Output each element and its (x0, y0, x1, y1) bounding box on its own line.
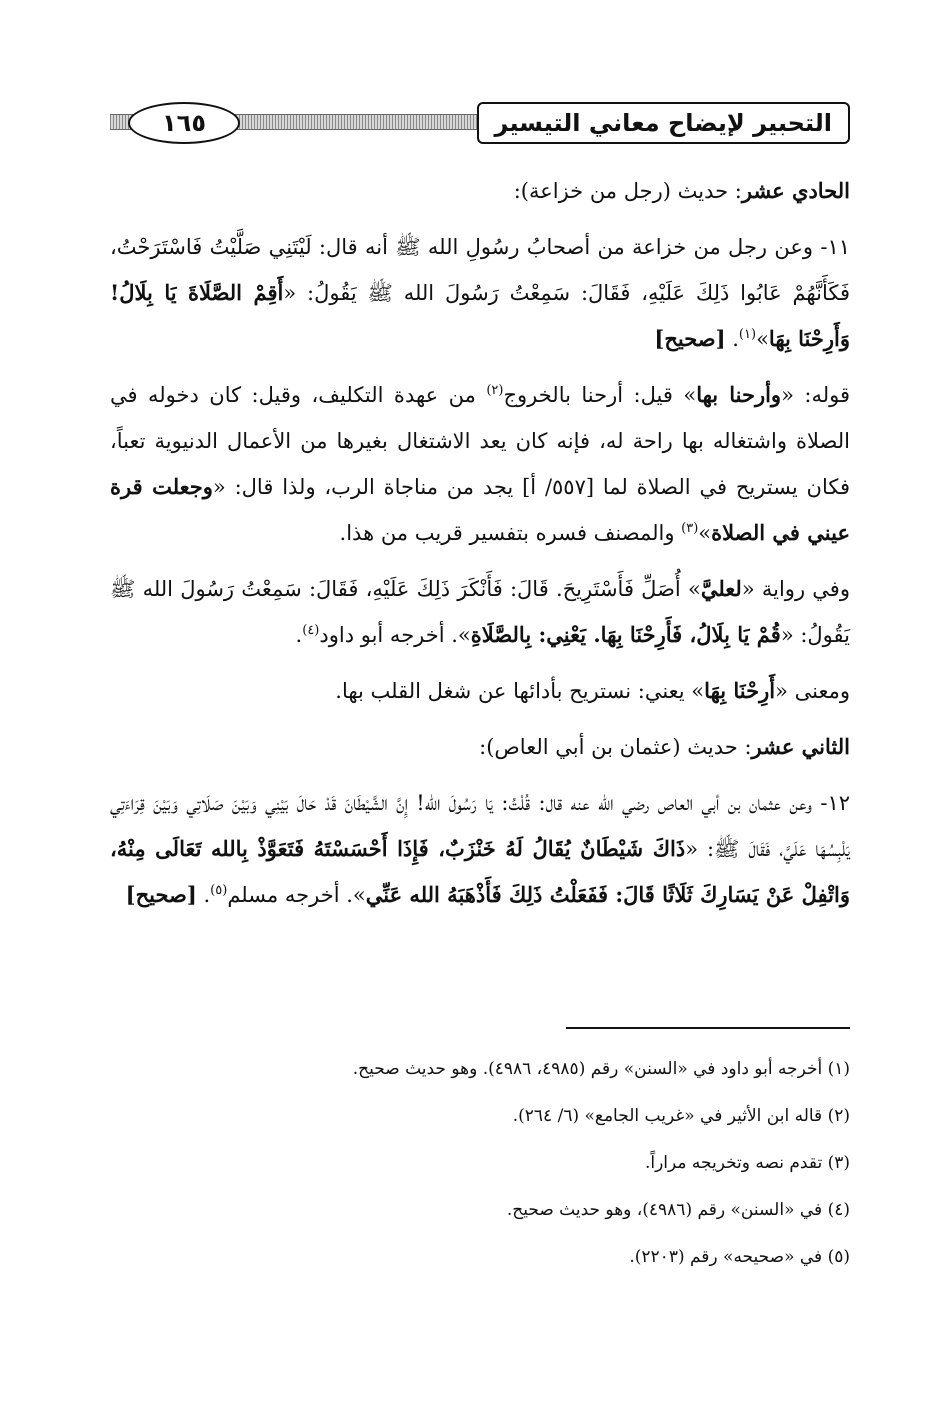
hadith-text: ١١- وعن رجل من خزاعة من أصحابُ رسُولِ الله ﷺ أنه قال: لَيْتَنِي صَلَّيْتُ فَاسْتَرَحْتُ، فَكَأَنَّهُمْ عَابُوا ذَلِكَ عَلَيْهِ، فَقَالَ: سَمِعْتُ رَسُولَ الله ﷺ يَقُولُ: « (110, 235, 850, 305)
footnote-ref: (٢) (486, 383, 504, 398)
hadith-text: ». أخرجه مسلم (227, 883, 366, 907)
hadith-text: . (196, 883, 211, 907)
commentary-text: قوله: « (781, 383, 850, 407)
grading-label: [صحيح] (654, 326, 726, 351)
commentary-text: » قيل: أرحنا بالخروج (503, 383, 697, 407)
riwaya-text: ». أخرجه أبو داود (319, 623, 471, 647)
heading-lead: الثاني عشر (751, 734, 850, 759)
commentary-paragraph (110, 372, 850, 556)
page-header (110, 100, 850, 156)
riwaya-quote: لعليَّ (700, 576, 742, 601)
maana-text: » يعني: نستريح بأدائها عن شغل القلب بها. (335, 679, 705, 703)
hadith-text: ١٢- وعن عثمان بن أبي العاص رضي الله عنه قال: قُلْتُ: يَا رَسُولَ الله! إِنَّ الشَّيْطَانَ قَدْ حَالَ بَيْنِي وَبَيْنَ صَلَاتِي وَبَيْنَ قِرَاءَتِي يَلْبِسُهَا عَلَيَّ، فَقَالَ ﷺ: « (110, 791, 850, 861)
commentary-text: » (698, 521, 712, 545)
page-number: ١٦٥ (128, 102, 240, 144)
section-heading-11 (110, 168, 850, 214)
maana-text: ومعنى « (775, 679, 850, 703)
hadith-quote: ذَاكَ شَيْطَانٌ يُقَالُ لَهُ خَنْزَبٌ، فَإِذَا أَحْسَسْتَهُ فَتَعَوَّذْ بِالله تَعَالَى مِنْهُ، وَاتْفِلْ عَنْ يَسَارِكَ ثَلَاثًا قَالَ: فَفَعَلْتُ ذَلِكَ فَأَذْهَبَهُ الله عَنِّي (110, 836, 850, 907)
heading-rest: : حديث (عثمان بن أبي العاص): (479, 735, 752, 759)
main-text (110, 168, 850, 928)
hadith-text: . (725, 327, 739, 351)
maana-paragraph (110, 668, 850, 714)
book-title: التحبير لإيضاح معاني التيسير (477, 102, 850, 144)
hadith-12-paragraph (110, 780, 850, 918)
hadith-quote: أَقِمْ الصَّلَاةَ يَا بِلَالُ! وَأَرِحْنَا بِهَا (110, 280, 850, 351)
footnote-2: (٢) قاله ابن الأثير في «غريب الجامع» (٦/ ٢٦٤). (512, 1106, 850, 1126)
footnote-5: (٥) في «صحيحه» رقم (٢٢٠٣). (629, 1247, 850, 1267)
footnote-3: (٣) تقدم نصه وتخريجه مراراً. (644, 1153, 850, 1173)
footnotes (110, 1058, 850, 1293)
riwaya-quote: قُمْ يَا بِلَالُ، فَأَرِحْنَا بِهَا. يَعْنِي: بِالصَّلَاةِ (470, 622, 781, 647)
footnote-ref: (٤) (302, 623, 320, 638)
hadith-text: » (756, 327, 769, 351)
footnote-4: (٤) في «السنن» رقم (٤٩٨٦)، وهو حديث صحيح. (506, 1200, 850, 1220)
heading-lead: الحادي عشر (741, 178, 850, 203)
section-heading-12 (110, 724, 850, 770)
heading-rest: : حديث (رجل من خزاعة): (513, 179, 742, 203)
maana-quote: أَرِحْنَا بِهَا (704, 678, 776, 703)
riwaya-text: . (295, 623, 303, 647)
commentary-text: من عهدة التكليف، وقيل: كان دخوله في الصلاة واشتغاله بها راحة له، فإنه كان يعد الاشتغال بغيرها من الأعمال الدنيوية تعباً، فكان يستريح في الصلاة لما [٥٥٧/ أ] يجد من مناجاة الرب، ولذا قال: « (110, 383, 851, 499)
grading-label: [صحيح] (125, 882, 197, 907)
footnote-ref: (١) (738, 327, 757, 342)
commentary-text: والمصنف فسره بتفسير قريب من هذا. (339, 521, 682, 545)
footnote-1: (١) أخرجه أبو داود في «السنن» رقم (٤٩٨٥، ٤٩٨٦). وهو حديث صحيح. (352, 1059, 850, 1079)
footnote-ref: (٣) (681, 521, 699, 536)
footnote-separator (566, 1027, 850, 1029)
riwaya-paragraph (110, 566, 850, 658)
footnote-ref: (٥) (210, 883, 228, 898)
riwaya-text: وفي رواية « (741, 577, 850, 601)
riwaya-text: » أُصَلِّ فَأَسْتَرِيحَ. قَالَ: فَأَنْكَرَ ذَلِكَ عَلَيْهِ، فَقَالَ: سَمِعْتُ رَسُولَ الله ﷺ يَقُولُ: « (110, 577, 850, 647)
hadith-11-paragraph (110, 224, 850, 362)
commentary-quote: وأرحنا بها (696, 382, 782, 407)
commentary-quote: وجعلت قرة عيني في الصلاة (110, 474, 850, 545)
